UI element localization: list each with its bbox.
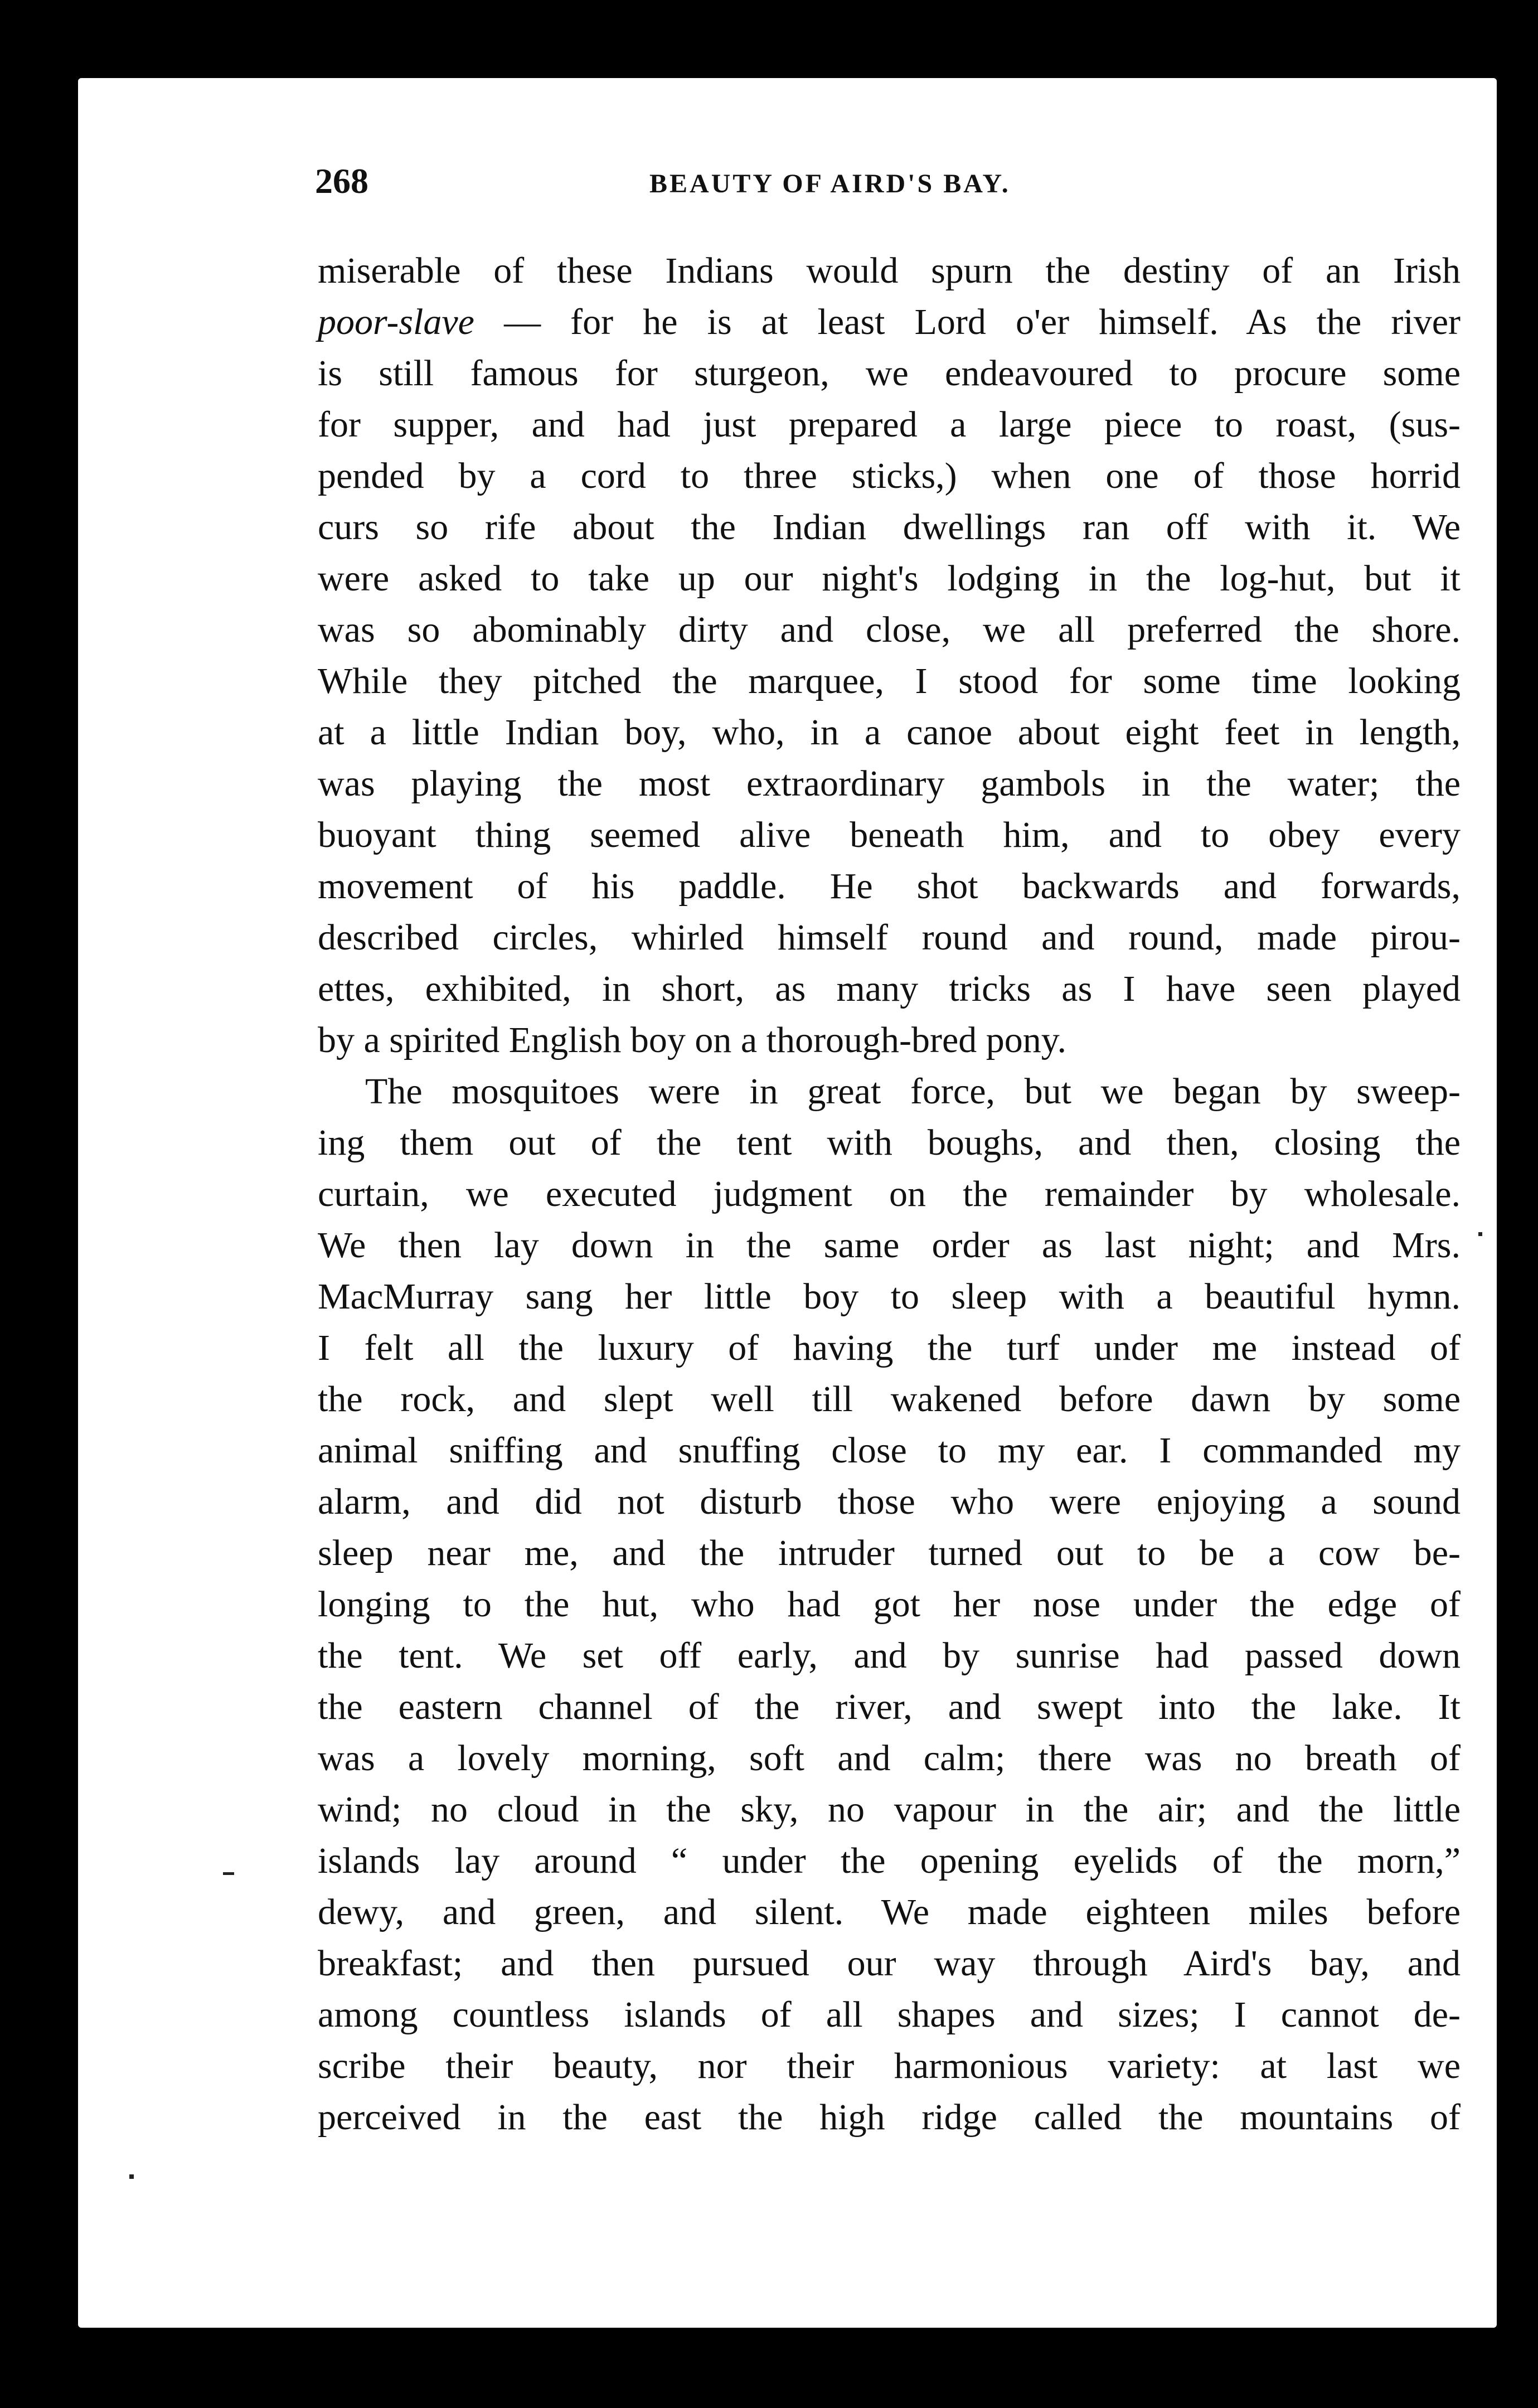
text-line: ettes, exhibited, in short, as many tricks as I have seen played (318, 968, 1461, 1009)
text-line: I felt all the luxury of having the turf under me instead of (318, 1327, 1461, 1368)
text-line (318, 297, 1461, 348)
text-line: alarm, and did not disturb those who were enjoying a sound (318, 1481, 1461, 1522)
page-header (315, 161, 1151, 211)
text-line: the tent. We set off early, and by sunrise had passed down (318, 1635, 1461, 1676)
text-line: the rock, and slept well till wakened before dawn by some (318, 1379, 1461, 1419)
text-line: was playing the most extraordinary gambols in the water; the (318, 763, 1461, 804)
italic-phrase: poor-slave (318, 302, 474, 342)
text-line: among countless islands of all shapes and sizes; I cannot de- (318, 1994, 1461, 2035)
text-line: The mosquitoes were in great force, but we began by sweep- (365, 1071, 1461, 1112)
running-title: BEAUTY OF AIRD'S BAY. (649, 169, 1011, 198)
text-line: was a lovely morning, soft and calm; there was no breath of (318, 1738, 1461, 1779)
text-line: islands lay around “ under the opening eyelids of the morn,” (318, 1840, 1461, 1881)
margin-mark (223, 1872, 234, 1875)
text-line: ing them out of the tent with boughs, and then, closing the (318, 1122, 1461, 1163)
margin-mark (129, 2174, 134, 2179)
text-line: the eastern channel of the river, and swept into the lake. It (318, 1687, 1461, 1727)
text-line: was so abominably dirty and close, we all preferred the shore. (318, 609, 1461, 650)
text-line: curs so rife about the Indian dwellings ran off with it. We (318, 507, 1461, 548)
text-line: pended by a cord to three sticks,) when one of those horrid (318, 456, 1461, 496)
paragraph (318, 245, 1461, 1066)
text-line: for supper, and had just prepared a large piece to roast, (sus- (318, 404, 1461, 445)
text-line: animal sniffing and snuffing close to my ear. I commanded my (318, 1430, 1461, 1471)
text-line: longing to the hut, who had got her nose under the edge of (318, 1584, 1461, 1625)
text-line: were asked to take up our night's lodging in the log-hut, but it (318, 558, 1461, 599)
text-span: — for he is at least Lord o'er himself. As the river (474, 302, 1461, 342)
text-line: miserable of these Indians would spurn the destiny of an Irish (318, 250, 1461, 291)
text-line: MacMurray sang her little boy to sleep with a beautiful hymn. (318, 1276, 1461, 1317)
text-line: by a spirited English boy on a thorough-bred pony. (318, 1020, 1067, 1060)
text-line: scribe their beauty, nor their harmonious variety: at last we (318, 2046, 1461, 2086)
text-line: dewy, and green, and silent. We made eighteen miles before (318, 1892, 1461, 1932)
text-line: is still famous for sturgeon, we endeavoured to procure some (318, 353, 1461, 394)
margin-mark (1478, 1232, 1482, 1236)
text-line: movement of his paddle. He shot backwards and forwards, (318, 866, 1461, 907)
text-line: sleep near me, and the intruder turned out to be a cow be- (318, 1533, 1461, 1573)
text-line: at a little Indian boy, who, in a canoe about eight feet in length, (318, 712, 1461, 753)
text-line: buoyant thing seemed alive beneath him, and to obey every (318, 815, 1461, 855)
text-line: We then lay down in the same order as last night; and Mrs. (318, 1225, 1461, 1266)
text-line: breakfast; and then pursued our way through Aird's bay, and (318, 1943, 1461, 1984)
text-line: While they pitched the marquee, I stood for some time looking (318, 661, 1461, 701)
body-text (318, 245, 1461, 2143)
text-line: described circles, whirled himself round and round, made pirou- (318, 917, 1461, 958)
page-number: 268 (315, 161, 368, 201)
text-line: wind; no cloud in the sky, no vapour in the air; and the little (318, 1789, 1461, 1830)
text-line: perceived in the east the high ridge called the mountains of (318, 2097, 1461, 2138)
text-line: curtain, we executed judgment on the remainder by wholesale. (318, 1174, 1461, 1214)
paragraph (318, 1066, 1461, 2143)
